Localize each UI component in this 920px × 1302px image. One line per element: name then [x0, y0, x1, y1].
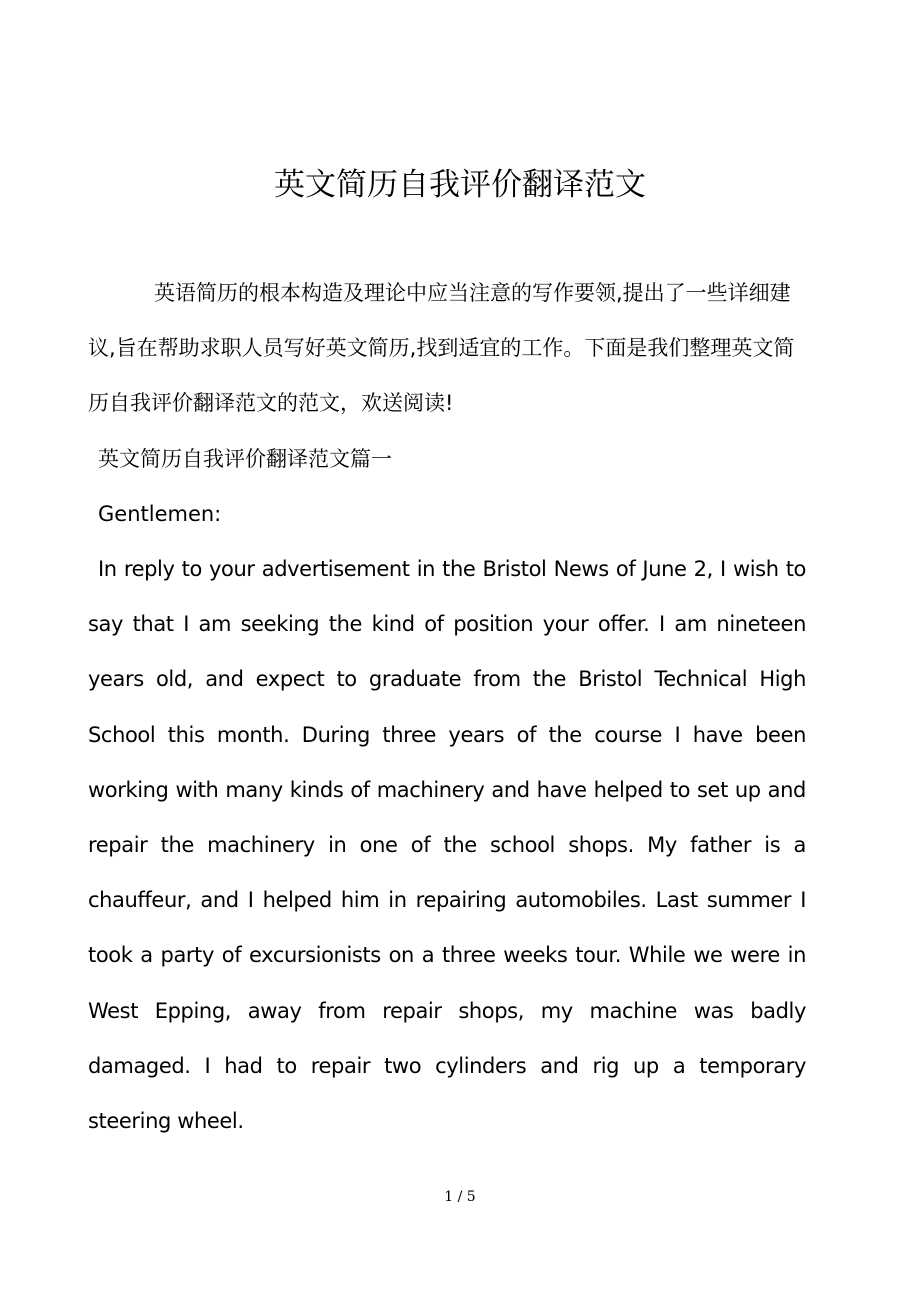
salutation: Gentlemen: — [98, 501, 222, 526]
letter-body-paragraph: In reply to your advertisement in the Bristol News of June 2, I wish to say that I am seeking the kind of position your offer. I am nineteen years old, and expect to graduate from the Bristol Technical High School this month. During three years of the course I have been working with many kinds of machinery and have helped to set up and repair the machinery in one of the school shops. My father is a chauffeur, and I helped him in repairing automobiles. Last summer I took a party of excursionists on a three weeks tour. While we were in West Epping, away from repair shops, my machine was badly damaged. I had to repair two cylinders and rig up a temporary steering wheel. — [88, 557, 806, 1134]
document-body — [88, 266, 806, 1149]
page-number: 1 / 5 — [444, 1189, 476, 1205]
intro-paragraph: 英语简历的根本构造及理论中应当注意的写作要领,提出了一些详细建议,旨在帮助求职人员写好英文简历,找到适宜的工作。下面是我们整理英文简历自我评价翻译范文的范文，欢送阅读! — [88, 281, 795, 416]
document-title: 英文简历自我评价翻译范文 — [274, 167, 646, 203]
section-heading: 英文简历自我评价翻译范文篇一 — [98, 446, 392, 471]
